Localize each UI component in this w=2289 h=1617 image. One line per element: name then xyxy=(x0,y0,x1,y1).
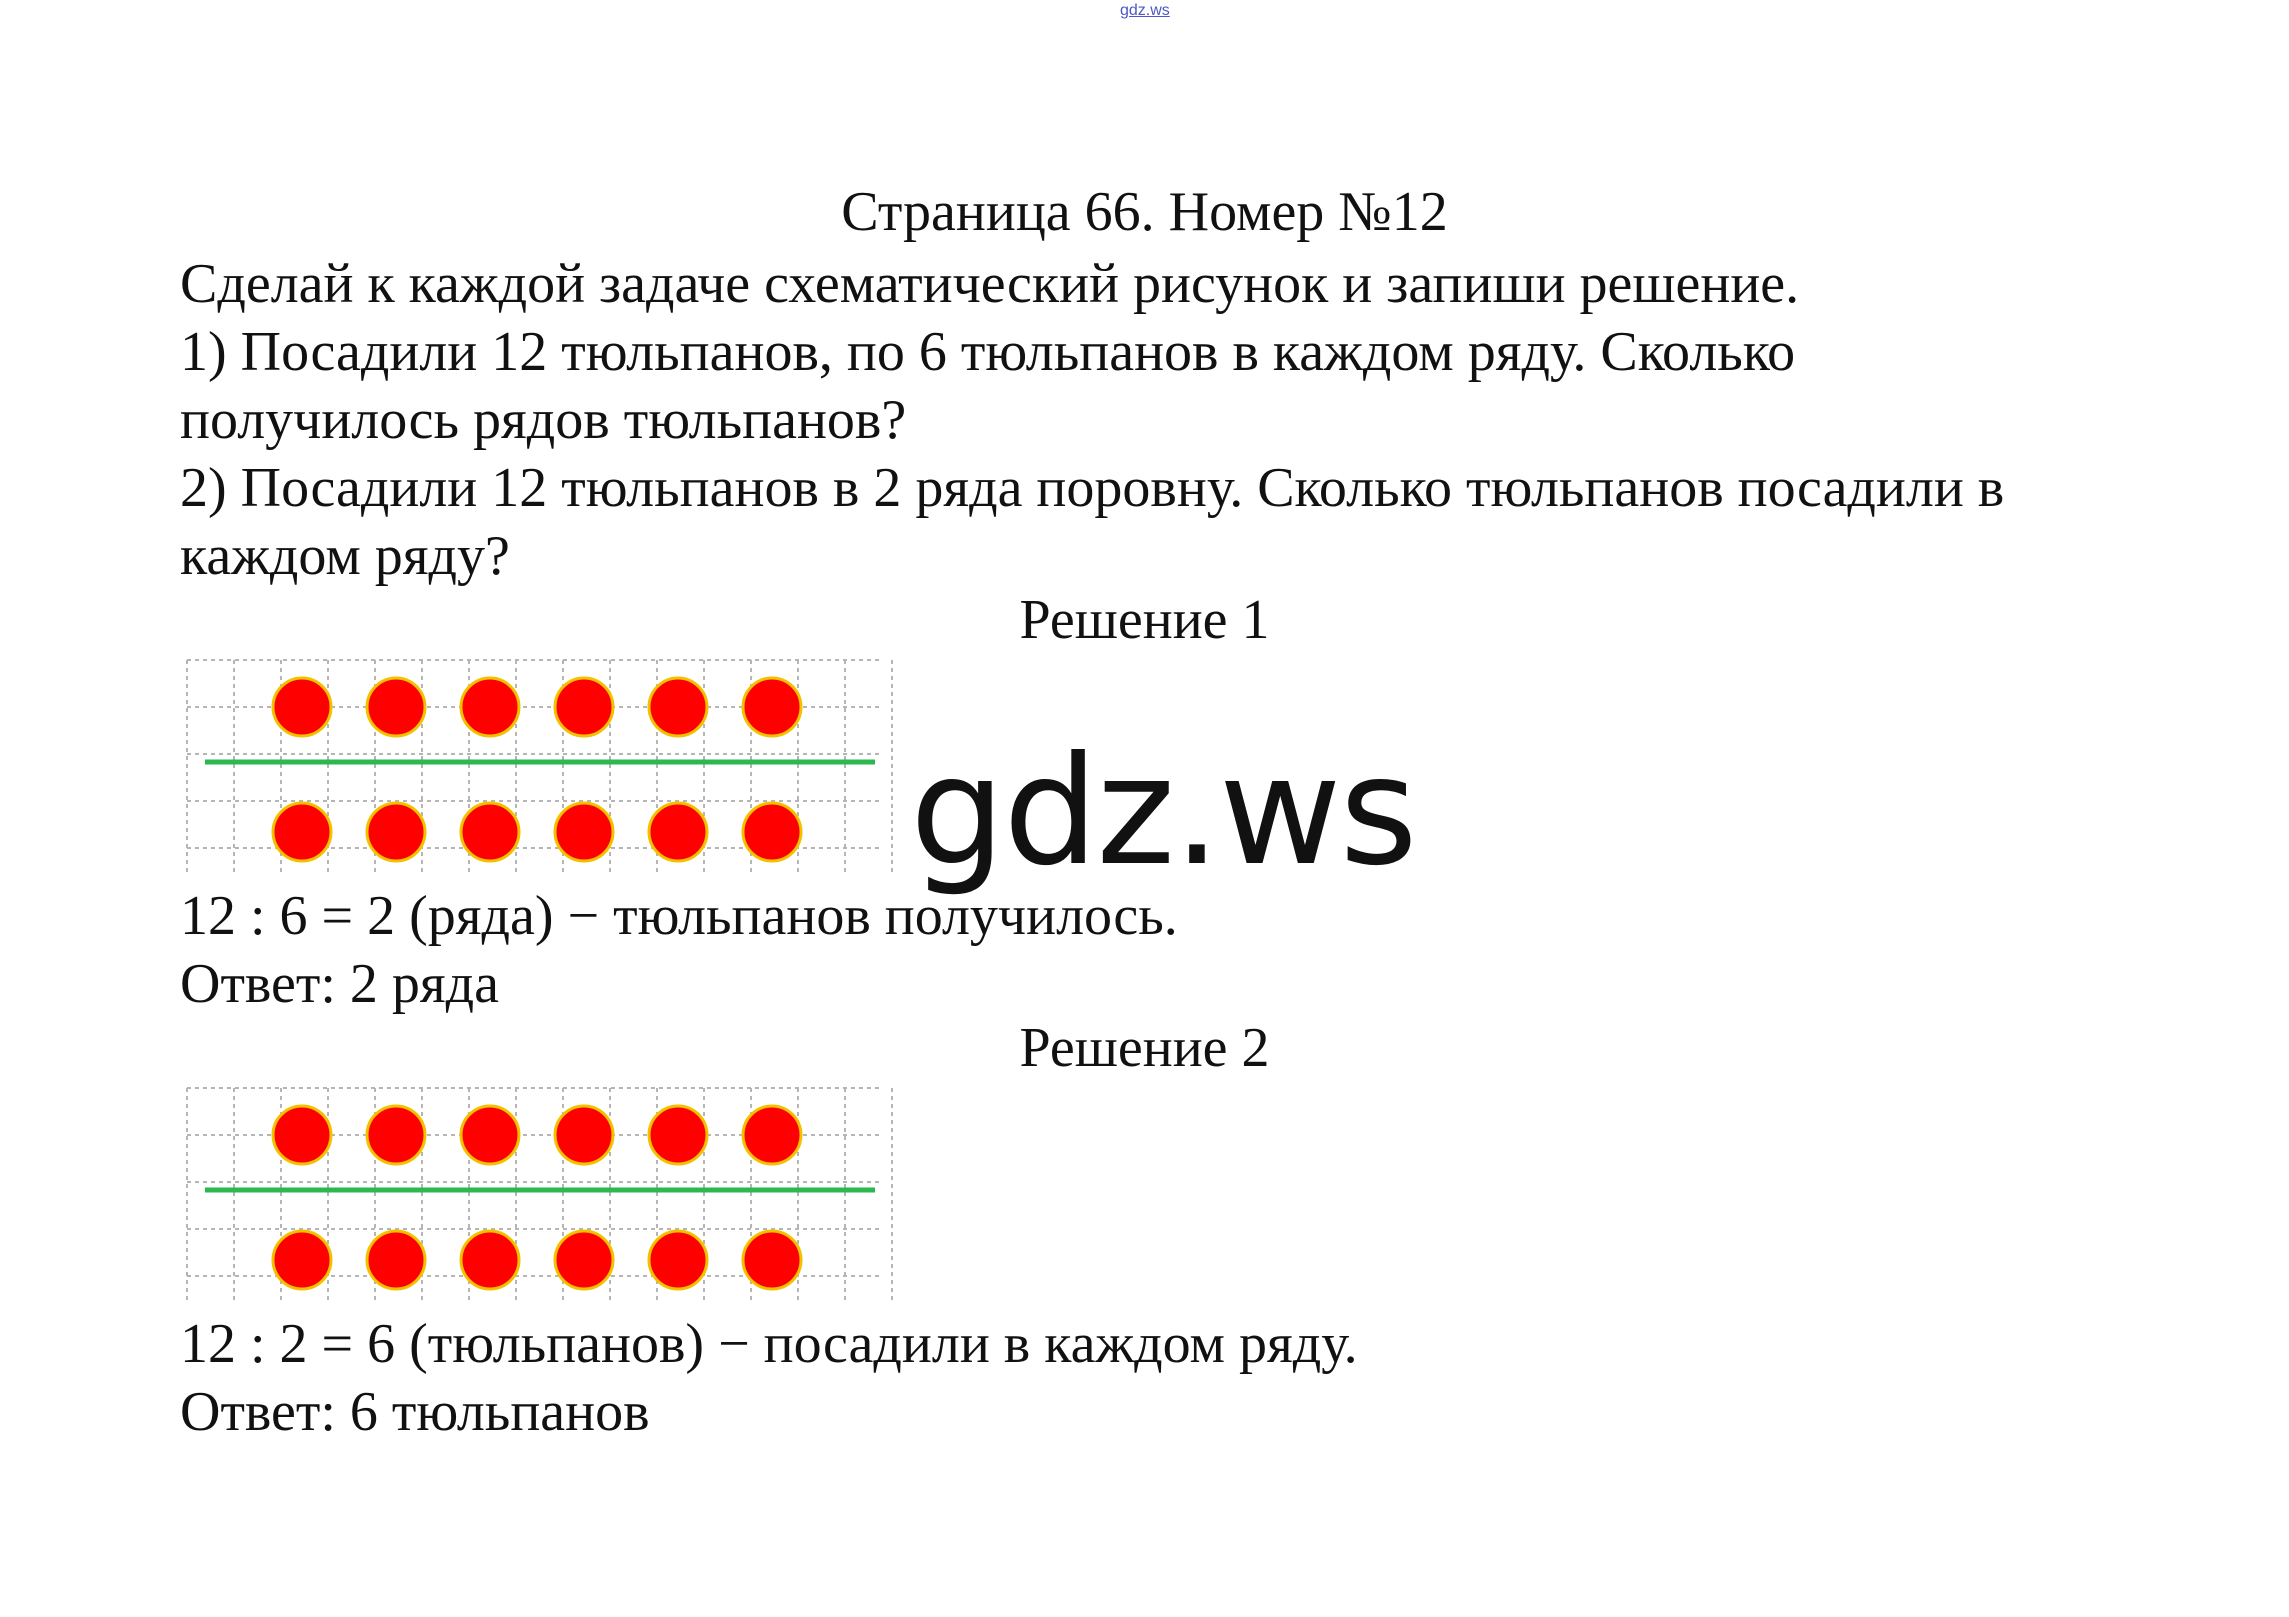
solution-1-answer: Ответ: 2 ряда xyxy=(180,953,500,1015)
task-1-line-1: 1) Посадили 12 тюльпанов, по 6 тюльпанов в каждом ряду. Сколько xyxy=(180,321,1796,383)
solution-1-title: Решение 1 xyxy=(1019,589,1270,651)
solution-2-scheme xyxy=(185,1078,905,1303)
tulip-dot xyxy=(367,1231,425,1289)
tulip-dot xyxy=(555,1231,613,1289)
tulip-dot xyxy=(743,1231,801,1289)
task-1-line-2: получилось рядов тюльпанов? xyxy=(180,389,907,451)
tulip-dot xyxy=(461,1106,519,1164)
tulip-dot xyxy=(555,803,613,861)
page-title: Страница 66. Номер №12 xyxy=(841,181,1448,243)
tulip-dot xyxy=(555,678,613,736)
tulip-dot xyxy=(743,678,801,736)
tulip-dot xyxy=(743,1106,801,1164)
tulip-dot xyxy=(367,803,425,861)
tulip-dot xyxy=(273,1231,331,1289)
tulip-dot xyxy=(649,678,707,736)
solution-1-equation: 12 : 6 = 2 (ряда) − тюльпанов получилось. xyxy=(180,885,1178,947)
tulip-dot xyxy=(649,803,707,861)
tulip-dot xyxy=(367,1106,425,1164)
tulip-dot xyxy=(461,803,519,861)
solution-2-equation: 12 : 2 = 6 (тюльпанов) − посадили в каждом ряду. xyxy=(180,1313,1358,1375)
tulip-dot xyxy=(273,803,331,861)
tulip-dot xyxy=(461,1231,519,1289)
solution-1-scheme xyxy=(185,650,905,875)
tulip-dot xyxy=(273,678,331,736)
task-2-line-1: 2) Посадили 12 тюльпанов в 2 ряда поровну. Сколько тюльпанов посадили в xyxy=(180,457,2005,519)
tulip-dot xyxy=(649,1231,707,1289)
tulip-dot xyxy=(743,803,801,861)
solution-2-answer: Ответ: 6 тюльпанов xyxy=(180,1381,650,1443)
task-2-line-2: каждом ряду? xyxy=(180,525,510,587)
task-instruction: Сделай к каждой задаче схематический рисунок и запиши решение. xyxy=(180,253,1800,315)
tulip-dot xyxy=(367,678,425,736)
tulip-dot xyxy=(555,1106,613,1164)
site-mark[interactable]: gdz.ws xyxy=(1120,2,1170,19)
tulip-dot xyxy=(649,1106,707,1164)
watermark: gdz.ws xyxy=(910,725,1416,899)
solution-2-title: Решение 2 xyxy=(1019,1017,1270,1079)
tulip-dot xyxy=(273,1106,331,1164)
tulip-dot xyxy=(461,678,519,736)
